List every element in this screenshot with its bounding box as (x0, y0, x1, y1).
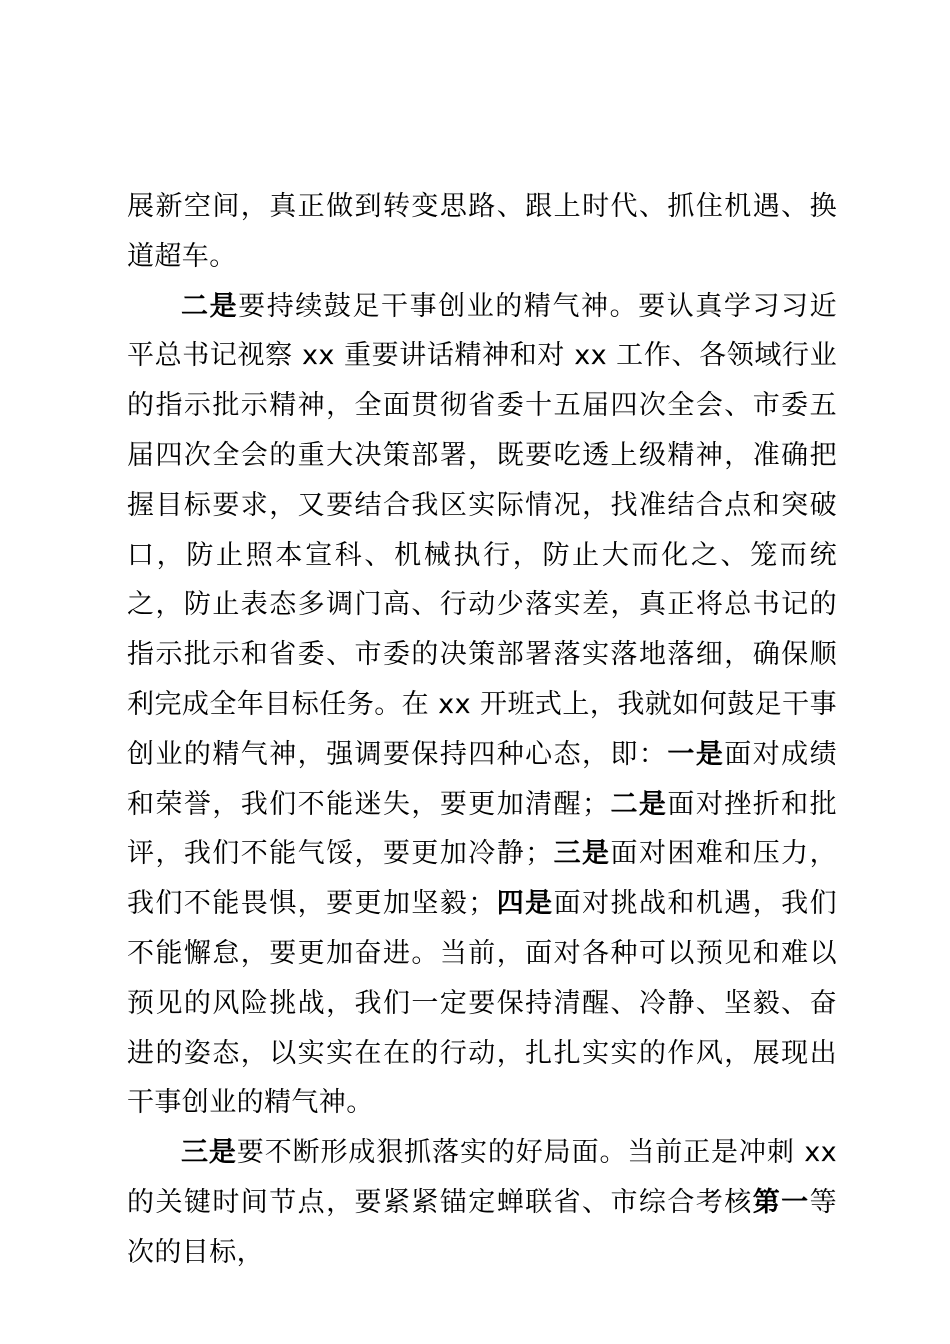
emphasis-segment: 三是 (552, 838, 611, 870)
emphasis-segment: 三是 (181, 1137, 237, 1169)
text-segment: 面对成绩和荣誉，我们不能迷失，要更加清醒； (127, 738, 837, 820)
emphasis-segment: 二是 (609, 788, 668, 820)
document-body (127, 182, 837, 1278)
text-segment: 要持续鼓足干事创业的精气神。要认真学习习近平总书记视察 xx 重要讲话精神和对 xx 工作、各领域行业的指示批示精神，全面贯彻省委十五届四次全会、市委五届四次全会的重大决策部署，既要吃透上级精神，准确把握目标要求，又要结合我区实际情况，找准结合点和突破口，防止照本宣科、机械执行，防止大而化之、笼而统之，防止表态多调门高、行动少落实差，真正将总书记的指示批示和省委、市委的决策部署落实落地落细，确保顺利完成全年目标任务。在 xx 开班式上，我就如何鼓足干事创业的精气神，强调要保持四种心态，即： (127, 290, 837, 770)
emphasis-segment: 四是 (495, 888, 554, 920)
emphasis-segment: 二是 (181, 290, 239, 322)
emphasis-segment: 一是 (667, 738, 725, 770)
text-segment: 面对挫折和批评，我们不能气馁，要更加冷静； (127, 788, 837, 870)
text-segment: 面对挑战和机遇，我们不能懈怠，要更加奋进。当前，面对各种可以预见和难以预见的风险挑战，我们一定要保持清醒、冷静、坚毅、奋进的姿态，以实实在在的行动，扎扎实实的作风，展现出干事创业的精气神。 (127, 888, 838, 1119)
paragraph-1 (127, 182, 837, 282)
text-segment: 展新空间，真正做到转变思路、跟上时代、抓住机遇、换道超车。 (127, 191, 837, 272)
text-segment: 要不断形成狠抓落实的好局面。当前正是冲刺 xx 的关键时间节点，要紧紧锚定蝉联省、市综合考核 (127, 1137, 837, 1218)
text-segment: 等次的目标， (127, 1186, 837, 1268)
paragraph-3 (127, 1128, 837, 1277)
paragraph-2 (127, 282, 837, 1129)
emphasis-segment: 第一 (752, 1186, 810, 1218)
text-segment: 面对困难和压力，我们不能畏惧，要更加坚毅； (127, 838, 838, 920)
